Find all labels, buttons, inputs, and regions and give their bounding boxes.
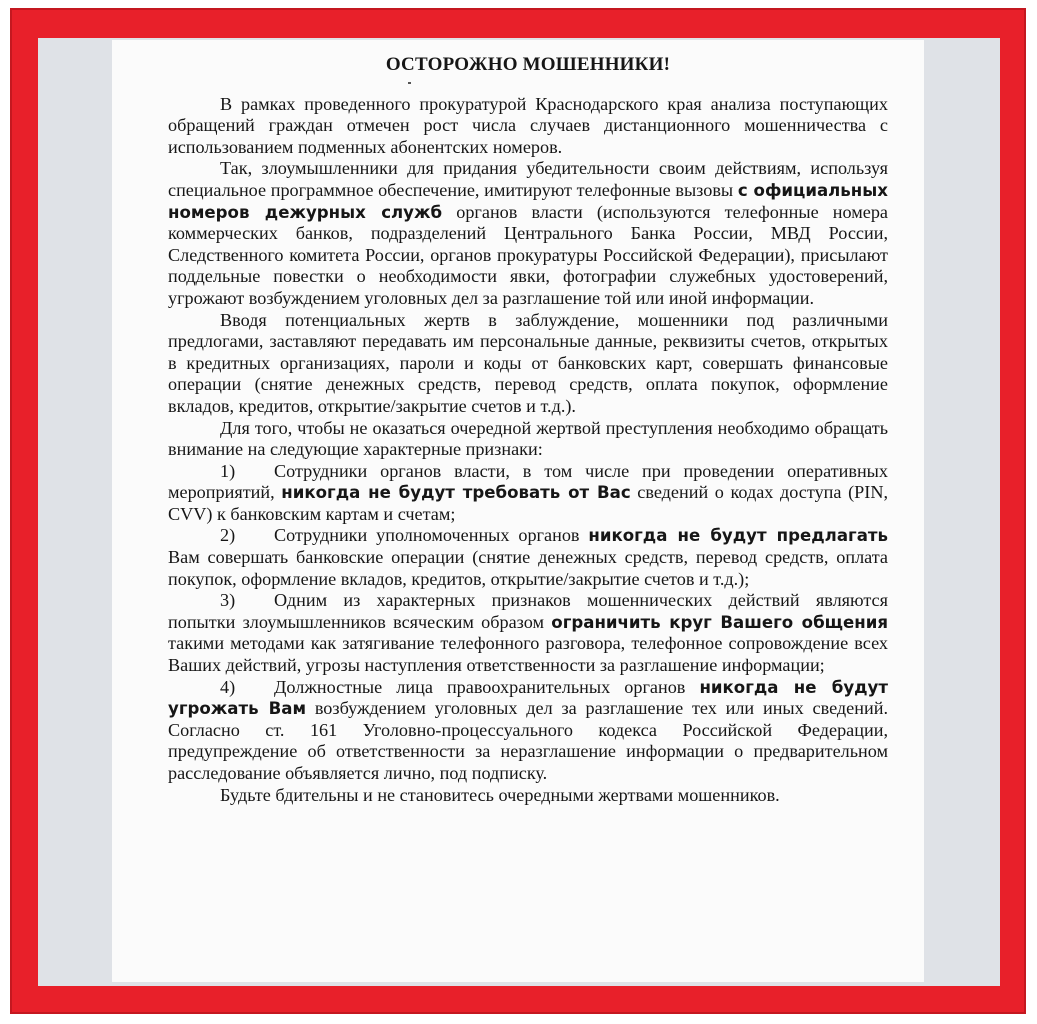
list-item-number: 1) — [220, 460, 236, 481]
list-item-emphasis: ограничить круг Вашего общения — [551, 612, 889, 632]
scan-speck — [408, 82, 411, 84]
list-item-text: сведений о кодах доступа (PIN, CVV) к банковским картам и счетам; — [168, 482, 888, 524]
list-item-text: Вам совершать банковские операции (снятие денежных средств, перевод средств, оплата покупок, оформление вкладов, кредитов, открытие/закрытие счетов и т.д.); — [168, 547, 888, 589]
paragraph-spoofing-text-c: органов власти (используются телефонные номера коммерческих банков, подразделений Центрального Банка России, МВД России, Следственного комитета России, органов прокуратуры Российской Федерации), присылают поддельные повестки о необходимости явки, фотографии служебных удостоверений, угрожают возбуждением уголовных дел за разглашение той или иной информации. — [168, 201, 889, 308]
list-item-number: 3) — [220, 590, 236, 611]
red-frame — [10, 8, 1026, 1014]
list-item-text: Сотрудники уполномоченных органов — [274, 525, 589, 546]
paragraph-spoofing — [168, 158, 888, 309]
paragraph-pretexts: Вводя потенциальных жертв в заблуждение, мошенники под различными предлогами, заставляют передавать им персональные данные, реквизиты счетов, открытых в кредитных организациях, пароли и коды от банковских карт, совершать финансовые операции (снятие денежных средств, перевод средств, оплата покупок, оформление вкладов, кредитов, открытие/закрытие счетов и т.д.). — [168, 309, 888, 416]
inner-panel — [38, 38, 1000, 986]
list-item-text: Должностные лица правоохранительных органов — [274, 676, 700, 697]
list-item-emphasis: никогда не будут требовать от Вас — [281, 483, 631, 503]
paragraph-spoofing-text-a: Так, злоумышленники для придания убедительности своим действиям, используя специальное программное обеспечение, имитируют телефонные вызовы — [168, 158, 888, 200]
list-item-number: 2) — [220, 525, 236, 546]
page-title: ОСТОРОЖНО МОШЕННИКИ! — [385, 54, 671, 75]
paragraph-intro: В рамках проведенного прокуратурой Краснодарского края анализа поступающих обращений граждан отмечен рост числа случаев дистанционного мошенничества с использованием подменных абонентских номеров. — [168, 93, 888, 157]
list-item — [168, 677, 888, 785]
list-item — [168, 590, 888, 676]
list-item-text: Одним из характерных признаков мошеннических действий являются попытки злоумышленников всяческим образом — [168, 590, 888, 632]
list-item-number: 4) — [220, 676, 236, 697]
list-item — [168, 461, 888, 526]
document-sheet — [112, 40, 924, 982]
list-item-text: Сотрудники органов власти, в том числе при проведении оперативных мероприятий, — [168, 460, 888, 503]
closing-line: Будьте бдительны и не становитесь очередными жертвами мошенников. — [220, 784, 780, 805]
list-item-text: возбуждением уголовных дел за разглашение тех или иных сведений. Согласно ст. 161 Уголовно-процессуального кодекса Российской Федерации, предупреждение об ответственности за неразглашение информации о предварительном расследование объявляется лично, под подписку. — [168, 698, 888, 783]
list-item-text: такими методами как затягивание телефонного разговора, телефонное сопровождение всех Ваших действий, угрозы наступления ответственности за разглашение информации; — [168, 633, 888, 676]
list-item — [168, 525, 888, 590]
paragraph-spoofing-emphasis: с официальных номеров дежурных служб — [168, 180, 888, 222]
paragraph-signs-intro: Для того, чтобы не оказаться очередной жертвой преступления необходимо обращать внимание на следующие характерные признаки: — [168, 417, 888, 460]
list-item-emphasis: никогда не будут угрожать Вам — [168, 677, 888, 719]
list-item-emphasis: никогда не будут предлагать — [588, 526, 888, 546]
